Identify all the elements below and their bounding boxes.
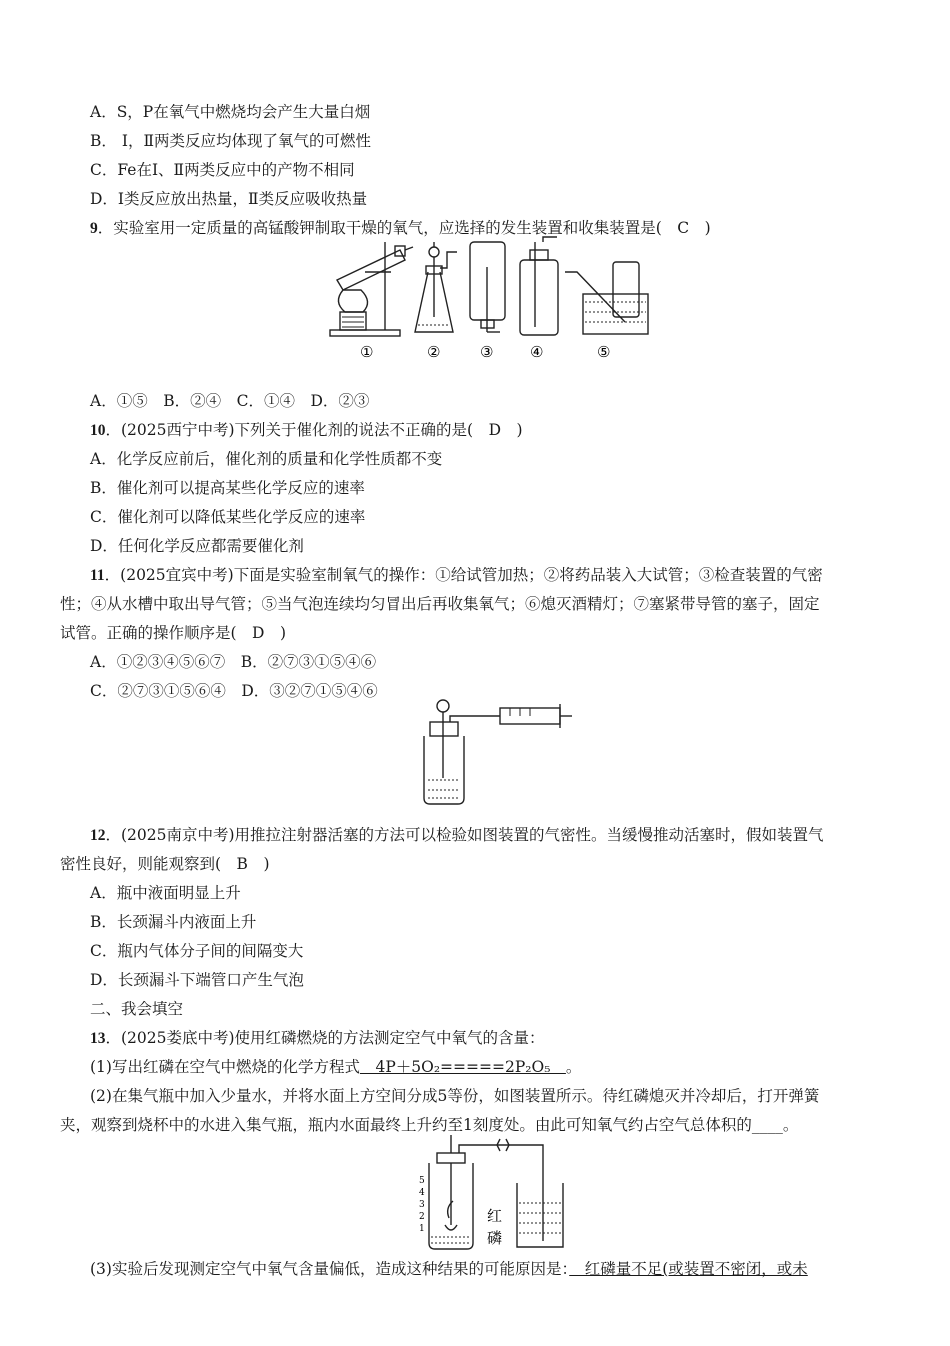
q9-options: A．①⑤ B．②④ C．①④ D．②③ xyxy=(90,392,370,410)
q11-options-1: A．①②③④⑤⑥⑦ B．②⑦③①⑤④⑥ xyxy=(90,653,377,671)
label-phosphorus: 磷 xyxy=(487,1229,503,1247)
scale-5: 5 xyxy=(419,1176,425,1186)
q10-stem xyxy=(90,418,523,440)
q12-syringe-bottle-figure xyxy=(410,698,575,808)
apparatus-5-water-trough xyxy=(565,262,648,334)
q13-stem xyxy=(90,1026,545,1048)
q10-option-d: D．任何化学反应都需要催化剂 xyxy=(90,537,304,555)
q9-apparatus-figure xyxy=(325,232,655,362)
q13-part1-answer: 4P＋5O₂=====2P₂O₅ xyxy=(359,1058,566,1076)
q11-stem-line1 xyxy=(90,563,823,585)
fig-label-2: ② xyxy=(427,343,441,361)
q13-part2-line2: 夹，观察到烧杯中的水进入集气瓶，瓶内水面最终上升约至1刻度处。由此可知氧气约占空气总体积的____。 xyxy=(60,1116,799,1134)
scale-2: 2 xyxy=(419,1212,425,1222)
q11-text-1: ．(2025宜宾中考)下面是实验室制氧气的操作：①给试管加热；②将药品装入大试管；③检查装置的气密 xyxy=(104,566,823,584)
q10-option-a: A．化学反应前后，催化剂的质量和化学性质都不变 xyxy=(90,450,443,468)
q12-option-c: C．瓶内气体分子间的间隔变大 xyxy=(90,942,304,960)
q12-number: 12 xyxy=(90,827,106,844)
q9-text: ．实验室用一定质量的高锰酸钾制取干燥的氧气，应选择的发生装置和收集装置是( C ) xyxy=(97,219,711,237)
apparatus-1-stand-heating xyxy=(330,242,413,336)
apparatus-3-inverted-bottle xyxy=(470,242,505,332)
q8-option-b: B． Ⅰ，Ⅱ两类反应均体现了氧气的可燃性 xyxy=(90,132,371,150)
q13-part1-suffix: 。 xyxy=(565,1058,582,1076)
scale-3: 3 xyxy=(419,1200,425,1210)
q13-part1-prefix: (1)写出红磷在空气中燃烧的化学方程式 xyxy=(90,1058,360,1076)
fig-label-5: ⑤ xyxy=(597,343,611,361)
label-red: 红 xyxy=(487,1207,503,1225)
apparatus-4-upright-bottle xyxy=(520,237,558,335)
q13-number: 13 xyxy=(90,1030,106,1047)
scale-4: 4 xyxy=(419,1188,425,1198)
q13-part3-answer: 红磷量不足(或装置不密闭，或未 xyxy=(569,1260,808,1278)
q12-option-a: A．瓶中液面明显上升 xyxy=(90,884,241,902)
q10-text: ．(2025西宁中考)下列关于催化剂的说法不正确的是( D ) xyxy=(105,421,523,439)
section-heading: 二、我会填空 xyxy=(90,1000,184,1018)
q10-number: 10 xyxy=(90,422,106,439)
q8-option-d: D．Ⅰ类反应放出热量，Ⅱ类反应吸收热量 xyxy=(90,190,368,208)
scale-1: 1 xyxy=(419,1224,425,1234)
q10-option-c: C．催化剂可以降低某些化学反应的速率 xyxy=(90,508,366,526)
q13-part3 xyxy=(90,1257,808,1279)
q11-options-2: C．②⑦③①⑤⑥④ D．③②⑦①⑤④⑥ xyxy=(90,682,378,700)
fig-label-1: ① xyxy=(360,343,374,361)
q13-part1 xyxy=(90,1055,581,1077)
q13-text: ．(2025娄底中考)使用红磷燃烧的方法测定空气中氧气的含量： xyxy=(105,1029,545,1047)
q12-text-1: ．(2025南京中考)用推拉注射器活塞的方法可以检验如图装置的气密性。当缓慢推动活塞时，假如装置气 xyxy=(105,826,824,844)
q11-stem-line3: 试管。正确的操作顺序是( D ) xyxy=(60,624,287,642)
q11-number: 11 xyxy=(90,567,105,584)
fig-label-4: ④ xyxy=(530,343,544,361)
q13-part3-prefix: (3)实验后发现测定空气中氧气含量偏低，造成这种结果的可能原因是： xyxy=(90,1260,570,1278)
fig-label-3: ③ xyxy=(480,343,494,361)
q8-option-c: C．Fe在Ⅰ、Ⅱ两类反应中的产物不相同 xyxy=(90,161,355,179)
q12-stem-line2: 密性良好，则能观察到( B ) xyxy=(60,855,270,873)
q9-number: 9 xyxy=(90,220,98,237)
q10-option-b: B．催化剂可以提高某些化学反应的速率 xyxy=(90,479,365,497)
q12-option-d: D．长颈漏斗下端管口产生气泡 xyxy=(90,971,304,989)
q12-stem-line1 xyxy=(90,823,824,845)
q13-red-phosphorus-figure xyxy=(415,1133,575,1253)
q12-option-b: B．长颈漏斗内液面上升 xyxy=(90,913,257,931)
q13-part2-line1: (2)在集气瓶中加入少量水，并将水面上方空间分成5等份，如图装置所示。待红磷熄灭并冷却后，打开弹簧 xyxy=(90,1087,820,1105)
q8-option-a: A．S，P在氧气中燃烧均会产生大量白烟 xyxy=(90,103,371,121)
q11-stem-line2: 性；④从水槽中取出导气管；⑤当气泡连续均匀冒出后再收集氧气；⑥熄灭酒精灯；⑦塞紧带导管的塞子，固定 xyxy=(60,595,820,613)
apparatus-2-flask-funnel xyxy=(415,242,457,332)
